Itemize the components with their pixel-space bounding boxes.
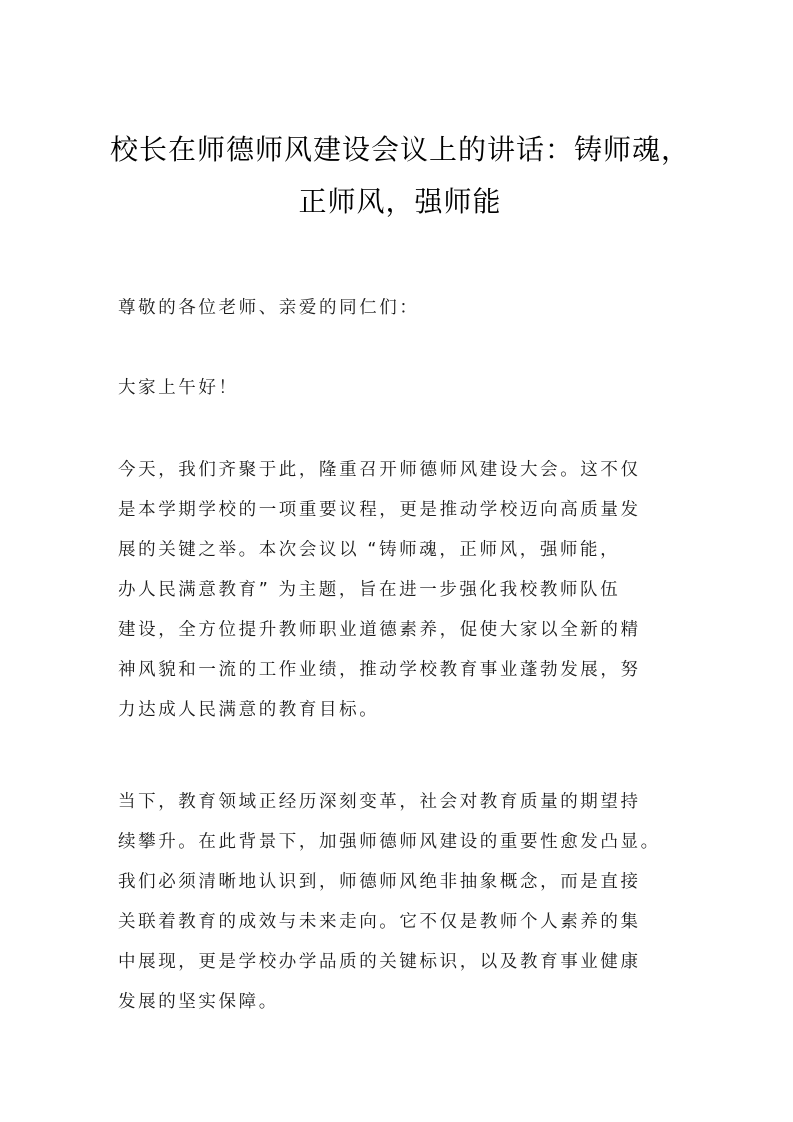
paragraph-2 bbox=[118, 782, 680, 1022]
paragraph-line: 神风貌和一流的工作业绩，推动学校教育事业蓬勃发展，努 bbox=[118, 660, 641, 680]
paragraph-line: 当下，教育领域正经历深刻变革，社会对教育质量的期望持 bbox=[118, 792, 641, 812]
salutation-text: 尊敬的各位老师、亲爱的同仁们： bbox=[118, 298, 420, 318]
salutation bbox=[118, 288, 680, 328]
paragraph-line: 我们必须清晰地认识到，师德师风绝非抽象概念，而是直接 bbox=[118, 872, 641, 892]
paragraph-line: 续攀升。在此背景下，加强师德师风建设的重要性愈发凸显。 bbox=[118, 832, 661, 852]
paragraph-line: 办人民满意教育” 为主题，旨在进一步强化我校教师队伍 bbox=[118, 580, 621, 600]
paragraph-line: 展的关键之举。本次会议以 “铸师魂，正师风，强师能， bbox=[118, 540, 621, 560]
greeting-text: 大家上午好！ bbox=[118, 378, 239, 398]
greeting bbox=[118, 368, 680, 408]
paragraph-line: 力达成人民满意的教育目标。 bbox=[118, 700, 380, 720]
paragraph-line: 建设，全方位提升教师职业道德素养，促使大家以全新的精 bbox=[118, 620, 641, 640]
paragraph-line: 是本学期学校的一项重要议程，更是推动学校迈向高质量发 bbox=[118, 500, 641, 520]
paragraph-line: 今天，我们齐聚于此，隆重召开师德师风建设大会。这不仅 bbox=[118, 460, 641, 480]
paragraph-line: 发展的坚实保障。 bbox=[118, 992, 279, 1012]
paragraph-1 bbox=[118, 450, 680, 730]
paragraph-line: 中展现，更是学校办学品质的关键标识，以及教育事业健康 bbox=[118, 952, 641, 972]
title-line-1: 校长在师德师风建设会议上的讲话：铸师魂， bbox=[110, 133, 691, 166]
paragraph-line: 关联着教育的成效与未来走向。它不仅是教师个人素养的集 bbox=[118, 912, 641, 932]
document-title bbox=[110, 124, 690, 228]
title-line-2: 正师风，强师能 bbox=[298, 185, 502, 218]
